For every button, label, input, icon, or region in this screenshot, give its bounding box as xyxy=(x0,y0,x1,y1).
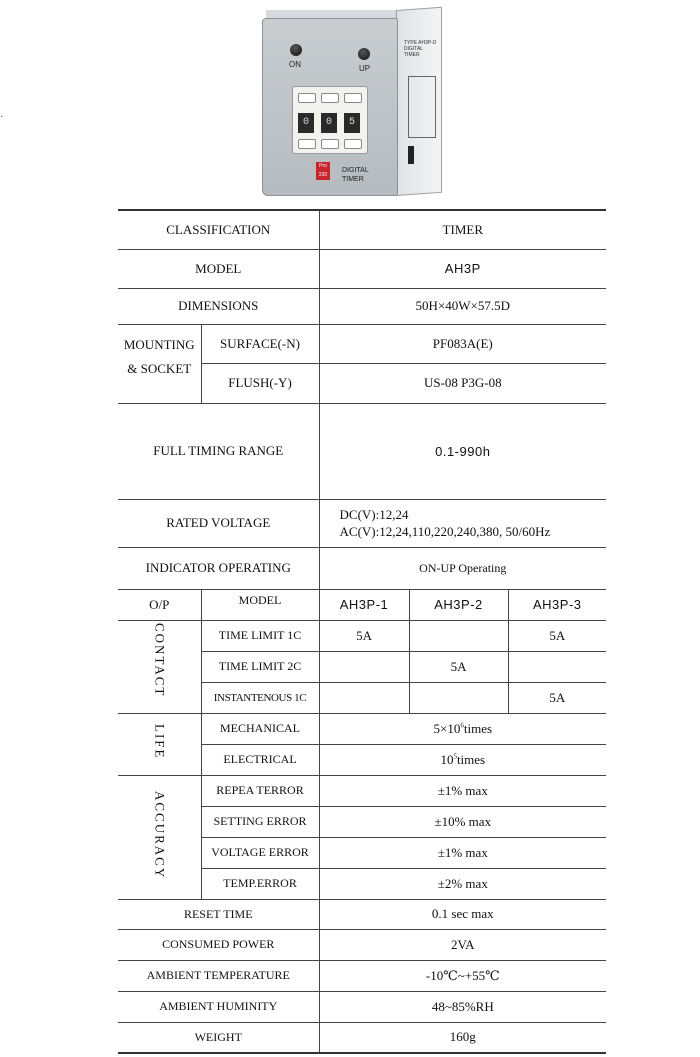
classification-value: TIMER xyxy=(319,210,606,249)
accuracy-row-label: TEMP.ERROR xyxy=(201,868,319,899)
increment-key-icon xyxy=(321,93,339,103)
accuracy-value: ±1% max xyxy=(319,775,606,806)
dimensions-label: DIMENSIONS xyxy=(118,288,319,324)
op-label: O/P xyxy=(118,589,201,620)
contact-cell xyxy=(319,682,409,713)
surface-label: SURFACE(-N) xyxy=(201,324,319,363)
timing-label: FULL TIMING RANGE xyxy=(118,403,319,499)
timing-value: 0.1-990h xyxy=(319,403,606,499)
voltage-label: RATED VOLTAGE xyxy=(118,499,319,547)
contact-cell: 5A xyxy=(508,620,606,651)
row-humidity xyxy=(118,991,606,1022)
model-value: AH3P xyxy=(319,249,606,288)
increment-key-icon xyxy=(298,93,316,103)
accuracy-group-label: ACCURACY xyxy=(118,775,201,899)
row-power xyxy=(118,929,606,960)
row-voltage xyxy=(118,499,606,547)
contact-row-label: TIME LIMIT 1C xyxy=(201,620,319,651)
row-timing xyxy=(118,403,606,499)
row-indicator xyxy=(118,547,606,589)
row-contact-header xyxy=(118,589,606,620)
dial-digit: 0 xyxy=(321,113,337,133)
accuracy-value: ±2% max xyxy=(319,868,606,899)
row-reset xyxy=(118,899,606,929)
indicator-label: INDICATOR OPERATING xyxy=(118,547,319,589)
dimensions-value: 50H×40W×57.5D xyxy=(319,288,606,324)
contact-cell: 5A xyxy=(508,682,606,713)
increment-key-icon xyxy=(344,93,362,103)
wiring-diagram-icon xyxy=(408,76,436,138)
row-mounting-surface xyxy=(118,324,606,363)
contact-cell: 5A xyxy=(319,620,409,651)
contact-cell xyxy=(319,651,409,682)
mechanical-label: MECHANICAL xyxy=(201,713,319,744)
spec-table xyxy=(118,209,606,1054)
contact-model-1: AH3P-1 xyxy=(319,589,409,620)
accuracy-value: ±10% max xyxy=(319,806,606,837)
accuracy-row-label: VOLTAGE ERROR xyxy=(201,837,319,868)
on-led-icon xyxy=(290,44,302,56)
up-led-icon xyxy=(358,48,370,60)
power-label: CONSUMED POWER xyxy=(118,929,319,960)
flush-value: US-08 P3G-08 xyxy=(319,363,606,403)
surface-value: PF083A(E) xyxy=(319,324,606,363)
electrical-label: ELECTRICAL xyxy=(201,744,319,775)
product-photo xyxy=(262,10,442,194)
side-nameplate: TYPE AH3P-D DIGITAL TIMER xyxy=(404,40,437,58)
accuracy-value: ±1% max xyxy=(319,837,606,868)
contact-model-label: MODEL xyxy=(201,589,319,620)
voltage-value xyxy=(319,499,606,547)
weight-label: WEIGHT xyxy=(118,1022,319,1053)
row-classification xyxy=(118,210,606,249)
voltage-ac: AC(V):12,24,110,220,240,380, 50/60Hz xyxy=(339,524,551,539)
model-label: MODEL xyxy=(118,249,319,288)
on-led-label: ON xyxy=(289,60,301,69)
side-barcode-icon xyxy=(408,146,414,164)
temperature-value: -10℃~+55℃ xyxy=(319,960,606,991)
indicator-value: ON-UP Operating xyxy=(319,547,606,589)
row-life-mechanical xyxy=(118,713,606,744)
voltage-badge: Pro 220 xyxy=(316,162,330,180)
decrement-key-icon xyxy=(344,139,362,149)
dial-digit: 0 xyxy=(298,113,314,133)
decrement-key-icon xyxy=(298,139,316,149)
row-temperature xyxy=(118,960,606,991)
row-model xyxy=(118,249,606,288)
humidity-label: AMBIENT HUMINITY xyxy=(118,991,319,1022)
row-dimensions xyxy=(118,288,606,324)
row-accuracy-1 xyxy=(118,775,606,806)
life-group-label: LIFE xyxy=(118,713,201,775)
decrement-key-icon xyxy=(321,139,339,149)
temperature-label: AMBIENT TEMPERATURE xyxy=(118,960,319,991)
row-contact-1 xyxy=(118,620,606,651)
contact-model-3: AH3P-3 xyxy=(508,589,606,620)
margin-mark: · xyxy=(0,112,4,123)
humidity-value: 48~85%RH xyxy=(319,991,606,1022)
contact-row-label: INSTANTENOUS 1C xyxy=(201,682,319,713)
up-led-label: UP xyxy=(359,64,371,73)
mechanical-value: $5\times 10^6times$ xyxy=(319,713,606,744)
device-label: DIGITAL TIMER xyxy=(342,167,369,183)
thumbwheel-switch xyxy=(292,86,368,154)
voltage-dc: DC(V):12,24 xyxy=(339,507,409,522)
contact-model-2: AH3P-2 xyxy=(409,589,508,620)
electrical-value: $10^5times$ xyxy=(319,744,606,775)
contact-group-label: CONTACT xyxy=(118,620,201,713)
contact-cell: 5A xyxy=(409,651,508,682)
classification-label: CLASSIFICATION xyxy=(118,210,319,249)
accuracy-row-label: REPEA TERROR xyxy=(201,775,319,806)
reset-value: 0.1 sec max xyxy=(319,899,606,929)
dial-digit: 5 xyxy=(344,113,360,133)
flush-label: FLUSH(-Y) xyxy=(201,363,319,403)
row-weight xyxy=(118,1022,606,1053)
contact-cell xyxy=(508,651,606,682)
weight-value: 160g xyxy=(319,1022,606,1053)
contact-cell xyxy=(409,682,508,713)
accuracy-row-label: SETTING ERROR xyxy=(201,806,319,837)
power-value: 2VA xyxy=(319,929,606,960)
contact-cell xyxy=(409,620,508,651)
contact-row-label: TIME LIMIT 2C xyxy=(201,651,319,682)
mounting-label: MOUNTING & SOCKET xyxy=(118,324,201,403)
reset-label: RESET TIME xyxy=(118,899,319,929)
